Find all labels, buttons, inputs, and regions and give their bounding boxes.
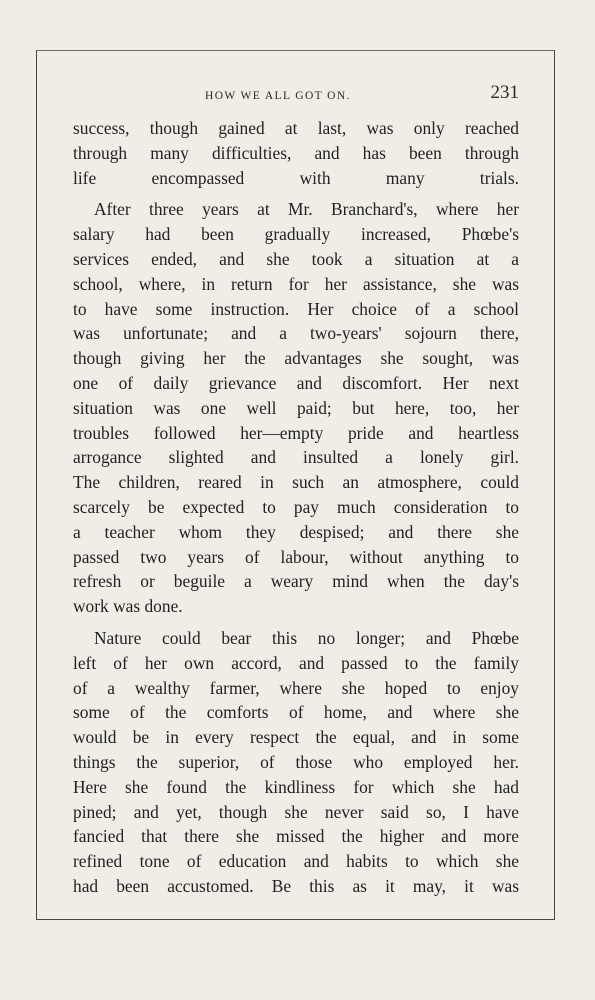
text-line: had been accustomed. Be this as it may, it was — [73, 875, 519, 896]
text-line: pined; and yet, though she never said so, I have — [73, 801, 519, 822]
text-line: success, though gained at last, was only reached — [73, 118, 519, 138]
page-header — [73, 82, 519, 110]
text-line: The children, reared in such an atmosphere, could — [73, 472, 519, 493]
paragraph — [73, 626, 519, 899]
text-line: was unfortunate; and a two-years' sojourn there, — [73, 323, 519, 344]
text-line: life encompassed with many trials. — [73, 167, 519, 188]
text-line: fancied that there she missed the higher and more — [73, 826, 519, 847]
text-line: refined tone of education and habits to which she — [73, 851, 519, 872]
text-line: Here she found the kindliness for which she had — [73, 776, 519, 797]
text-line: one of daily grievance and discomfort. Her next — [73, 372, 519, 393]
text-line: arrogance slighted and insulted a lonely girl. — [73, 447, 519, 468]
text-line: Nature could bear this no longer; and Phœbe — [94, 627, 519, 648]
text-line: passed two years of labour, without anything to — [73, 546, 519, 567]
text-line: troubles followed her—empty pride and heartless — [73, 422, 519, 443]
running-head: HOW WE ALL GOT ON. — [205, 90, 351, 102]
text-line: salary had been gradually increased, Phœbe's — [73, 224, 519, 245]
text-line: scarcely be expected to pay much consideration to — [73, 496, 519, 517]
text-line: of a wealthy farmer, where she hoped to enjoy — [73, 677, 519, 698]
page-number: 231 — [490, 82, 519, 103]
text-line: refresh or beguile a weary mind when the day's — [73, 571, 519, 592]
text-line: left of her own accord, and passed to the family — [73, 652, 519, 673]
text-line: After three years at Mr. Branchard's, where her — [94, 199, 519, 220]
text-line: things the superior, of those who employed her. — [73, 751, 519, 772]
text-line: though giving her the advantages she sought, was — [73, 348, 519, 369]
paragraph — [73, 197, 519, 619]
body-text — [73, 116, 519, 906]
text-line: some of the comforts of home, and where she — [73, 702, 519, 723]
text-line: through many difficulties, and has been through — [73, 142, 519, 163]
text-line: services ended, and she took a situation at a — [73, 248, 519, 269]
text-line: a teacher whom they despised; and there she — [73, 521, 519, 542]
text-line: to have some instruction. Her choice of a school — [73, 298, 519, 319]
text-line: situation was one well paid; but here, too, her — [73, 397, 519, 418]
text-line: would be in every respect the equal, and in some — [73, 727, 519, 748]
text-line: work was done. — [73, 596, 183, 617]
paragraph — [73, 116, 519, 190]
text-line: school, where, in return for her assistance, she was — [73, 273, 519, 294]
